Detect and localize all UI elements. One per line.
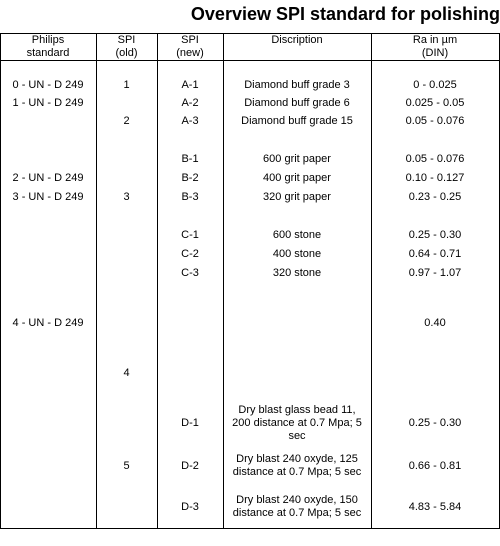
header-ra: Ra in µm bbox=[412, 34, 458, 46]
row-3-description: 600 grit paper bbox=[263, 152, 331, 165]
row-5-spi-new: B-3 bbox=[181, 190, 199, 203]
row-3-spi-new: B-1 bbox=[181, 152, 199, 165]
row-2-spi-old: 2 bbox=[123, 114, 130, 127]
row-9-philips: 4 - UN - D 249 bbox=[12, 316, 84, 329]
row-11-spi-new: D-1 bbox=[181, 416, 199, 429]
row-6-ra: 0.25 - 0.30 bbox=[408, 228, 462, 241]
row-5-philips: 3 - UN - D 249 bbox=[12, 190, 84, 203]
row-6-spi-new: C-1 bbox=[181, 228, 199, 241]
row-12-description: Dry blast 240 oxyde, 125 distance at 0.7 Mpa; 5 sec bbox=[232, 453, 362, 478]
row-6-spi-old bbox=[96, 228, 157, 242]
row-7-philips bbox=[0, 247, 96, 261]
header-description: Discription bbox=[271, 34, 323, 46]
row-2-philips bbox=[0, 114, 96, 128]
row-10-ra bbox=[371, 366, 499, 380]
row-5-ra: 0.23 - 0.25 bbox=[408, 190, 462, 203]
row-13-ra: 4.83 - 5.84 bbox=[408, 500, 462, 513]
row-0-ra: 0 - 0.025 bbox=[413, 78, 457, 91]
row-0-spi-new: A-1 bbox=[181, 78, 199, 91]
row-8-ra: 0.97 - 1.07 bbox=[408, 266, 462, 279]
row-12-philips bbox=[0, 452, 96, 480]
row-10-spi-new bbox=[157, 366, 223, 380]
row-0-spi-old: 1 bbox=[123, 78, 130, 91]
row-3-spi-old bbox=[96, 152, 157, 166]
row-3-ra: 0.05 - 0.076 bbox=[405, 152, 465, 165]
table-bottom-border bbox=[0, 528, 500, 529]
row-7-spi-new: C-2 bbox=[181, 247, 199, 260]
row-8-description: 320 stone bbox=[272, 266, 322, 279]
row-1-spi-old bbox=[96, 96, 157, 110]
row-2-description: Diamond buff grade 15 bbox=[241, 114, 353, 127]
row-5-description: 320 grit paper bbox=[263, 190, 331, 203]
row-10-philips bbox=[0, 366, 96, 380]
row-12-ra: 0.66 - 0.81 bbox=[408, 459, 462, 472]
row-7-ra: 0.64 - 0.71 bbox=[408, 247, 462, 260]
row-4-description: 400 grit paper bbox=[263, 171, 331, 184]
sheet-title: Overview SPI standard for polishing bbox=[190, 4, 500, 24]
row-0-description: Diamond buff grade 3 bbox=[244, 78, 350, 91]
row-9-spi-new bbox=[157, 316, 223, 330]
row-7-spi-old bbox=[96, 247, 157, 261]
row-13-spi-new: D-3 bbox=[181, 500, 199, 513]
row-11-philips bbox=[0, 409, 96, 437]
row-10-spi-old: 4 bbox=[123, 366, 130, 379]
header-philips: Philips bbox=[31, 34, 65, 46]
row-4-philips: 2 - UN - D 249 bbox=[12, 171, 84, 184]
row-8-philips bbox=[0, 266, 96, 280]
row-8-spi-new: C-3 bbox=[181, 266, 199, 279]
row-10-description bbox=[223, 366, 371, 380]
row-13-spi-old bbox=[96, 493, 157, 521]
row-2-spi-new: A-3 bbox=[181, 114, 199, 127]
row-4-spi-new: B-2 bbox=[181, 171, 199, 184]
header-spi-old: SPI bbox=[117, 34, 136, 46]
row-9-spi-old bbox=[96, 316, 157, 330]
row-3-philips bbox=[0, 152, 96, 166]
row-11-ra: 0.25 - 0.30 bbox=[408, 416, 462, 429]
row-6-description: 600 stone bbox=[272, 228, 322, 241]
row-2-ra: 0.05 - 0.076 bbox=[405, 114, 465, 127]
row-5-spi-old: 3 bbox=[123, 190, 130, 203]
row-11-spi-old bbox=[96, 409, 157, 437]
row-4-ra: 0.10 - 0.127 bbox=[405, 171, 465, 184]
row-9-description bbox=[223, 316, 371, 330]
header-spi-old-sub: (old) bbox=[115, 47, 138, 59]
row-1-philips: 1 - UN - D 249 bbox=[12, 96, 84, 109]
row-8-spi-old bbox=[96, 266, 157, 280]
row-13-description: Dry blast 240 oxyde, 150 distance at 0.7 Mpa; 5 sec bbox=[232, 494, 362, 519]
row-12-spi-old: 5 bbox=[123, 459, 130, 472]
row-1-description: Diamond buff grade 6 bbox=[244, 96, 350, 109]
row-12-spi-new: D-2 bbox=[181, 459, 199, 472]
row-6-philips bbox=[0, 228, 96, 242]
row-7-description: 400 stone bbox=[272, 247, 322, 260]
row-9-ra: 0.40 bbox=[424, 316, 446, 329]
header-spi-new: SPI bbox=[181, 34, 199, 46]
row-13-philips bbox=[0, 493, 96, 521]
row-0-philips: 0 - UN - D 249 bbox=[12, 78, 84, 91]
row-1-spi-new: A-2 bbox=[181, 96, 199, 109]
header-spi-new-sub: (new) bbox=[176, 47, 204, 59]
header-bottom-border bbox=[0, 60, 500, 61]
row-1-ra: 0.025 - 0.05 bbox=[405, 96, 465, 109]
header-philips-sub: standard bbox=[26, 47, 70, 59]
row-11-description: Dry blast glass bead 11, 200 distance at 0.7 Mpa; 5 sec bbox=[232, 403, 362, 442]
row-4-spi-old bbox=[96, 171, 157, 185]
header-ra-sub: (DIN) bbox=[421, 47, 449, 59]
